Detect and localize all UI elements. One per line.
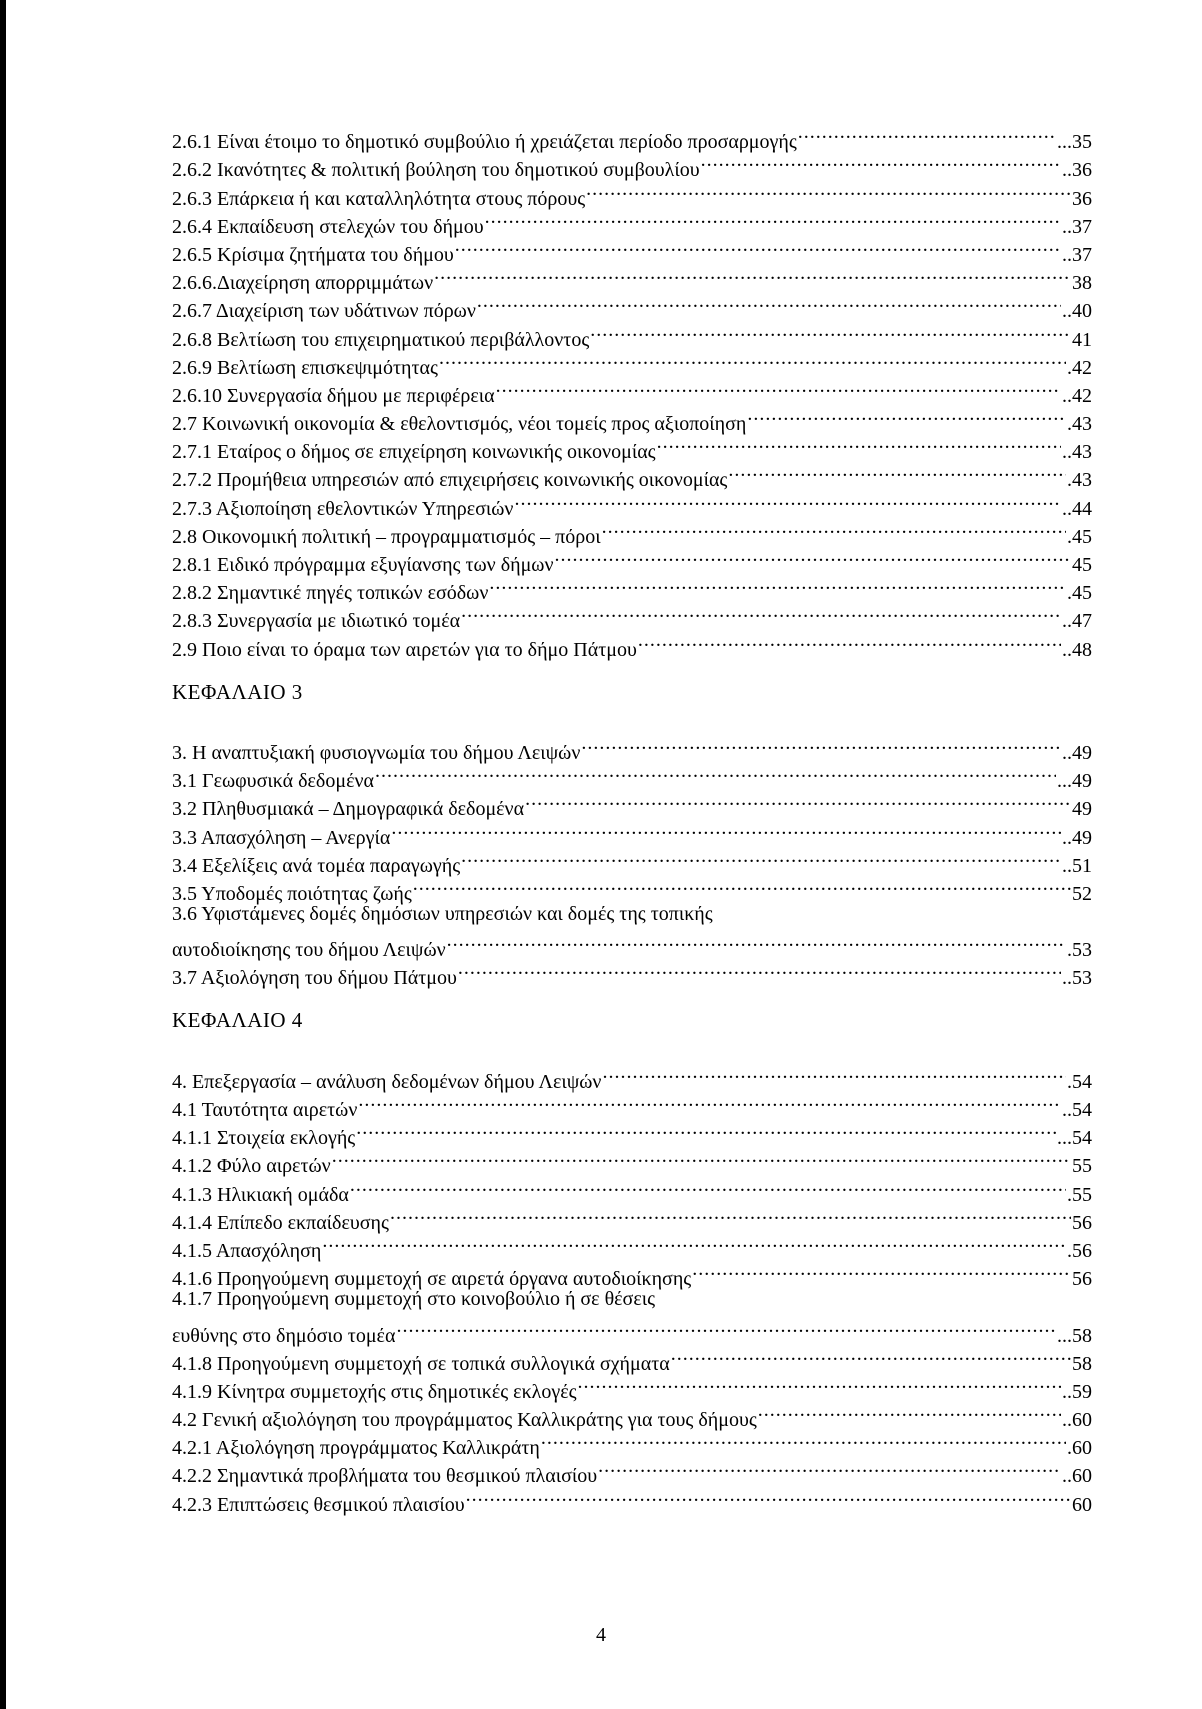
dot-leader [496, 374, 1061, 402]
chapter-heading-4: ΚΕΦΑΛΑΙΟ 4 [172, 1008, 303, 1033]
dot-leader [638, 627, 1061, 655]
dot-leader [692, 1257, 1071, 1285]
dot-leader [701, 148, 1061, 176]
dot-leader [455, 233, 1061, 261]
dot-leader [590, 317, 1071, 345]
toc-entry-page: .45 [1067, 582, 1092, 605]
toc-entry-title: 2.6.7 Διαχείριση των υδάτινων πόρων [172, 300, 476, 323]
toc-entry [172, 1285, 1092, 1313]
toc-entry-page: ..40 [1062, 300, 1092, 323]
dot-leader [390, 1201, 1071, 1229]
toc-entry-page: ..60 [1062, 1409, 1092, 1432]
toc-entry-page: .43 [1067, 469, 1092, 492]
dot-leader [485, 205, 1061, 233]
toc-entry-page: 56 [1072, 1268, 1092, 1291]
dot-leader [413, 872, 1071, 900]
toc-entry-page: 56 [1072, 1211, 1092, 1234]
dot-leader [525, 787, 1071, 815]
dot-leader [586, 176, 1071, 204]
dot-leader [461, 599, 1061, 627]
toc-entry-title: 4.1 Ταυτότητα αιρετών [172, 1099, 358, 1121]
toc-entry [172, 120, 1092, 154]
toc-entry-page: .45 [1067, 525, 1092, 548]
dot-leader [375, 759, 1056, 787]
toc-entry-title: 3.1 Γεωφυσικά δεδομένα [172, 770, 375, 793]
toc-entry-page: ...54 [1057, 1127, 1092, 1150]
toc-entry-title: 2.8.1 Ειδικό πρόγραμμα εξυγίανσης των δήμων [172, 554, 554, 576]
dot-leader [598, 1454, 1061, 1482]
dot-leader [396, 1313, 1056, 1341]
toc-entry-title: 4.1.4 Επίπεδο εκπαίδευσης [172, 1211, 389, 1234]
dot-leader [358, 1088, 1061, 1116]
toc-entry-title: 3.6 Υφιστάμενες δομές δημόσιων υπηρεσιών και δομές της τοπικής [172, 902, 713, 925]
toc-entry-page: .43 [1067, 413, 1092, 436]
toc-entry-page: ..37 [1062, 243, 1092, 266]
toc-entry-title: 3.2 Πληθυσμιακά – Δημογραφικά δεδομένα [172, 798, 525, 821]
dot-leader [657, 430, 1061, 458]
toc-entry-title: 2.6.3 Επάρκεια ή και καταλληλότητα στους πόρους [172, 187, 586, 210]
toc-entry-page: ..60 [1062, 1465, 1092, 1488]
toc-entry-page: 58 [1072, 1352, 1092, 1375]
dot-leader [391, 815, 1061, 843]
toc-entry-title: 3. Η αναπτυξιακή φυσιογνωμία του δήμου Λειψών [172, 741, 581, 764]
toc-entry-title: 2.6.5 Κρίσιμα ζητήματα του δήμου [172, 243, 454, 266]
toc-entry-page: 38 [1072, 272, 1092, 295]
toc-entry [172, 1060, 1092, 1093]
toc-entry-page: ..44 [1062, 497, 1092, 520]
dot-leader [671, 1342, 1071, 1370]
toc-entry-title: 2.8 Οικονομική πολιτική – προγραμματισμός – πόροι [172, 525, 601, 548]
toc-entry-page: ..47 [1062, 610, 1092, 633]
dot-leader [434, 261, 1071, 289]
toc-entry-title: 2.7.2 Προμήθεια υπηρεσιών από επιχειρήσεις κοινωνικής οικονομίας [172, 469, 728, 492]
toc-entry-page: .53 [1067, 939, 1092, 962]
dot-leader [322, 1229, 1066, 1257]
toc-entry [172, 731, 1092, 764]
toc-entry-page: ..53 [1062, 967, 1092, 990]
dot-leader [461, 844, 1061, 872]
toc-entry-page: ..37 [1062, 215, 1092, 238]
toc-entry-page: .56 [1067, 1239, 1092, 1262]
toc-entry-page: ...58 [1057, 1324, 1092, 1347]
dot-leader [798, 120, 1056, 148]
toc-entry-title: 2.9 Ποιο είναι το όραμα των αιρετών για το δήμο Πάτμου [172, 638, 637, 661]
toc-entry-title: 3.7 Αξιολόγηση του δήμου Πάτμου [172, 967, 457, 990]
toc-entry-title: 2.6.9 Βελτίωση επισκεψιμότητας [172, 356, 438, 379]
toc-section-4 [172, 1060, 1092, 1516]
dot-leader [728, 458, 1066, 486]
dot-leader [514, 486, 1061, 514]
toc-entry-title: 2.7 Κοινωνική οικονομία & εθελοντισμός, νέοι τομείς προς αξιοποίηση [172, 413, 747, 436]
toc-entry-page: ..49 [1062, 826, 1092, 849]
toc-section-3 [172, 731, 1092, 990]
toc-entry-title: 2.6.1 Είναι έτοιμο το δημοτικό συμβούλιο ή χρειάζεται περίοδο προσαρμογής [172, 131, 797, 154]
dot-leader [747, 402, 1066, 430]
dot-leader [447, 928, 1066, 956]
toc-entry [172, 1313, 1092, 1347]
toc-entry-page: 49 [1072, 798, 1092, 821]
dot-leader [602, 1060, 1066, 1088]
toc-entry-title: 4.2 Γενική αξιολόγηση του προγράμματος Καλλικράτης για τους δήμους [172, 1409, 757, 1432]
dot-leader [555, 543, 1071, 571]
toc-entry-title: 4.1.1 Στοιχεία εκλογής [172, 1127, 356, 1150]
toc-entry-page: ...35 [1057, 131, 1092, 154]
toc-entry-page: .60 [1067, 1437, 1092, 1460]
toc-entry-title: 4.2.1 Αξιολόγηση προγράμματος Καλλικράτη [172, 1437, 540, 1460]
dot-leader [466, 1482, 1071, 1510]
toc-entry-page: ..36 [1062, 159, 1092, 182]
toc-entry-title: 4.1.5 Απασχόληση [172, 1239, 322, 1262]
toc-entry-page: 45 [1072, 554, 1092, 576]
dot-leader [581, 731, 1061, 759]
toc-entry-title: 2.6.6.Διαχείρηση απορριμμάτων [172, 272, 434, 295]
toc-entry-page: 36 [1072, 187, 1092, 210]
dot-leader [356, 1116, 1056, 1144]
dot-leader [602, 515, 1066, 543]
page-number: 4 [596, 1624, 606, 1646]
toc-entry-page: 52 [1072, 882, 1092, 905]
toc-entry-title: 4.1.2 Φύλο αιρετών [172, 1155, 331, 1178]
toc-entry-page: 55 [1072, 1155, 1092, 1178]
toc-entry [172, 900, 1092, 928]
toc-entry-title: ευθύνης στο δημόσιο τομέα [172, 1324, 396, 1347]
toc-entry-page: 60 [1072, 1493, 1092, 1516]
toc-entry-title: 4.1.8 Προηγούμενη συμμετοχή σε τοπικά συλλογικά σχήματα [172, 1352, 670, 1375]
dot-leader [758, 1398, 1061, 1426]
dot-leader [541, 1426, 1066, 1454]
chapter-heading-3: ΚΕΦΑΛΑΙΟ 3 [172, 679, 303, 704]
toc-entry-title: αυτοδιοίκησης του δήμου Λειψών [172, 939, 446, 962]
dot-leader [489, 571, 1066, 599]
toc-entry-page: .54 [1067, 1070, 1092, 1093]
toc-entry-title: 3.3 Απασχόληση – Ανεργία [172, 826, 391, 849]
toc-entry-title: 3.4 Εξελίξεις ανά τομέα παραγωγής [172, 854, 461, 877]
toc-entry-page: ..59 [1062, 1380, 1092, 1403]
toc-entry-title: 4.2.2 Σημαντικά προβλήματα του θεσμικού πλαισίου [172, 1465, 598, 1488]
toc-entry-page: ..54 [1062, 1099, 1092, 1121]
toc-entry-page: .55 [1067, 1183, 1092, 1206]
toc-entry-title: 4.2.3 Επιπτώσεις θεσμικού πλαισίου [172, 1493, 465, 1516]
toc-entry-title: 3.5 Υποδομές ποιότητας ζωής [172, 882, 412, 905]
toc-entry-page: ..43 [1062, 441, 1092, 464]
toc-entry-title: 4.1.9 Κίνητρα συμμετοχής στις δημοτικές εκλογές [172, 1380, 577, 1403]
dot-leader [350, 1172, 1066, 1200]
dot-leader [439, 346, 1066, 374]
table-of-contents [172, 120, 1092, 1516]
dot-leader [477, 289, 1061, 317]
toc-entry-title: 2.6.8 Βελτίωση του επιχειρηματικού περιβάλλοντος [172, 328, 590, 351]
toc-entry-title: 2.6.10 Συνεργασία δήμου με περιφέρεια [172, 384, 495, 407]
toc-entry-title: 4. Επεξεργασία – ανάλυση δεδομένων δήμου Λειψών [172, 1070, 602, 1093]
toc-entry-title: 4.1.6 Προηγούμενη συμμετοχή σε αιρετά όργανα αυτοδιοίκησης [172, 1268, 692, 1291]
toc-entry-title: 2.8.3 Συνεργασία με ιδιωτικό τομέα [172, 610, 461, 633]
toc-entry-page: ..51 [1062, 854, 1092, 877]
dot-leader [458, 956, 1061, 984]
toc-entry-title: 4.1.3 Ηλικιακή ομάδα [172, 1183, 349, 1206]
toc-entry-title: 4.1.7 Προηγούμενη συμμετοχή στο κοινοβούλιο ή σε θέσεις [172, 1288, 656, 1311]
dot-leader [578, 1370, 1061, 1398]
toc-entry-title: 2.7.1 Εταίρος ο δήμος σε επιχείρηση κοινωνικής οικονομίας [172, 441, 656, 464]
toc-entry-page: ..42 [1062, 384, 1092, 407]
toc-entry-title: 2.6.4 Εκπαίδευση στελεχών του δήμου [172, 215, 484, 238]
toc-entry-page: ...49 [1057, 770, 1092, 793]
toc-entry-title: 2.8.2 Σημαντικέ πηγές τοπικών εσόδων [172, 582, 489, 605]
toc-entry-page: ..48 [1062, 638, 1092, 661]
toc-entry-title: 2.6.2 Ικανότητες & πολιτική βούληση του δημοτικού συμβουλίου [172, 159, 700, 182]
toc-section-2 [172, 120, 1092, 661]
toc-entry-page: ..49 [1062, 741, 1092, 764]
toc-entry-page: .42 [1067, 356, 1092, 379]
toc-entry-title: 2.7.3 Αξιοποίηση εθελοντικών Υπηρεσιών [172, 497, 514, 520]
toc-entry-page: 41 [1072, 328, 1092, 351]
dot-leader [332, 1144, 1071, 1172]
toc-entry [172, 928, 1092, 962]
